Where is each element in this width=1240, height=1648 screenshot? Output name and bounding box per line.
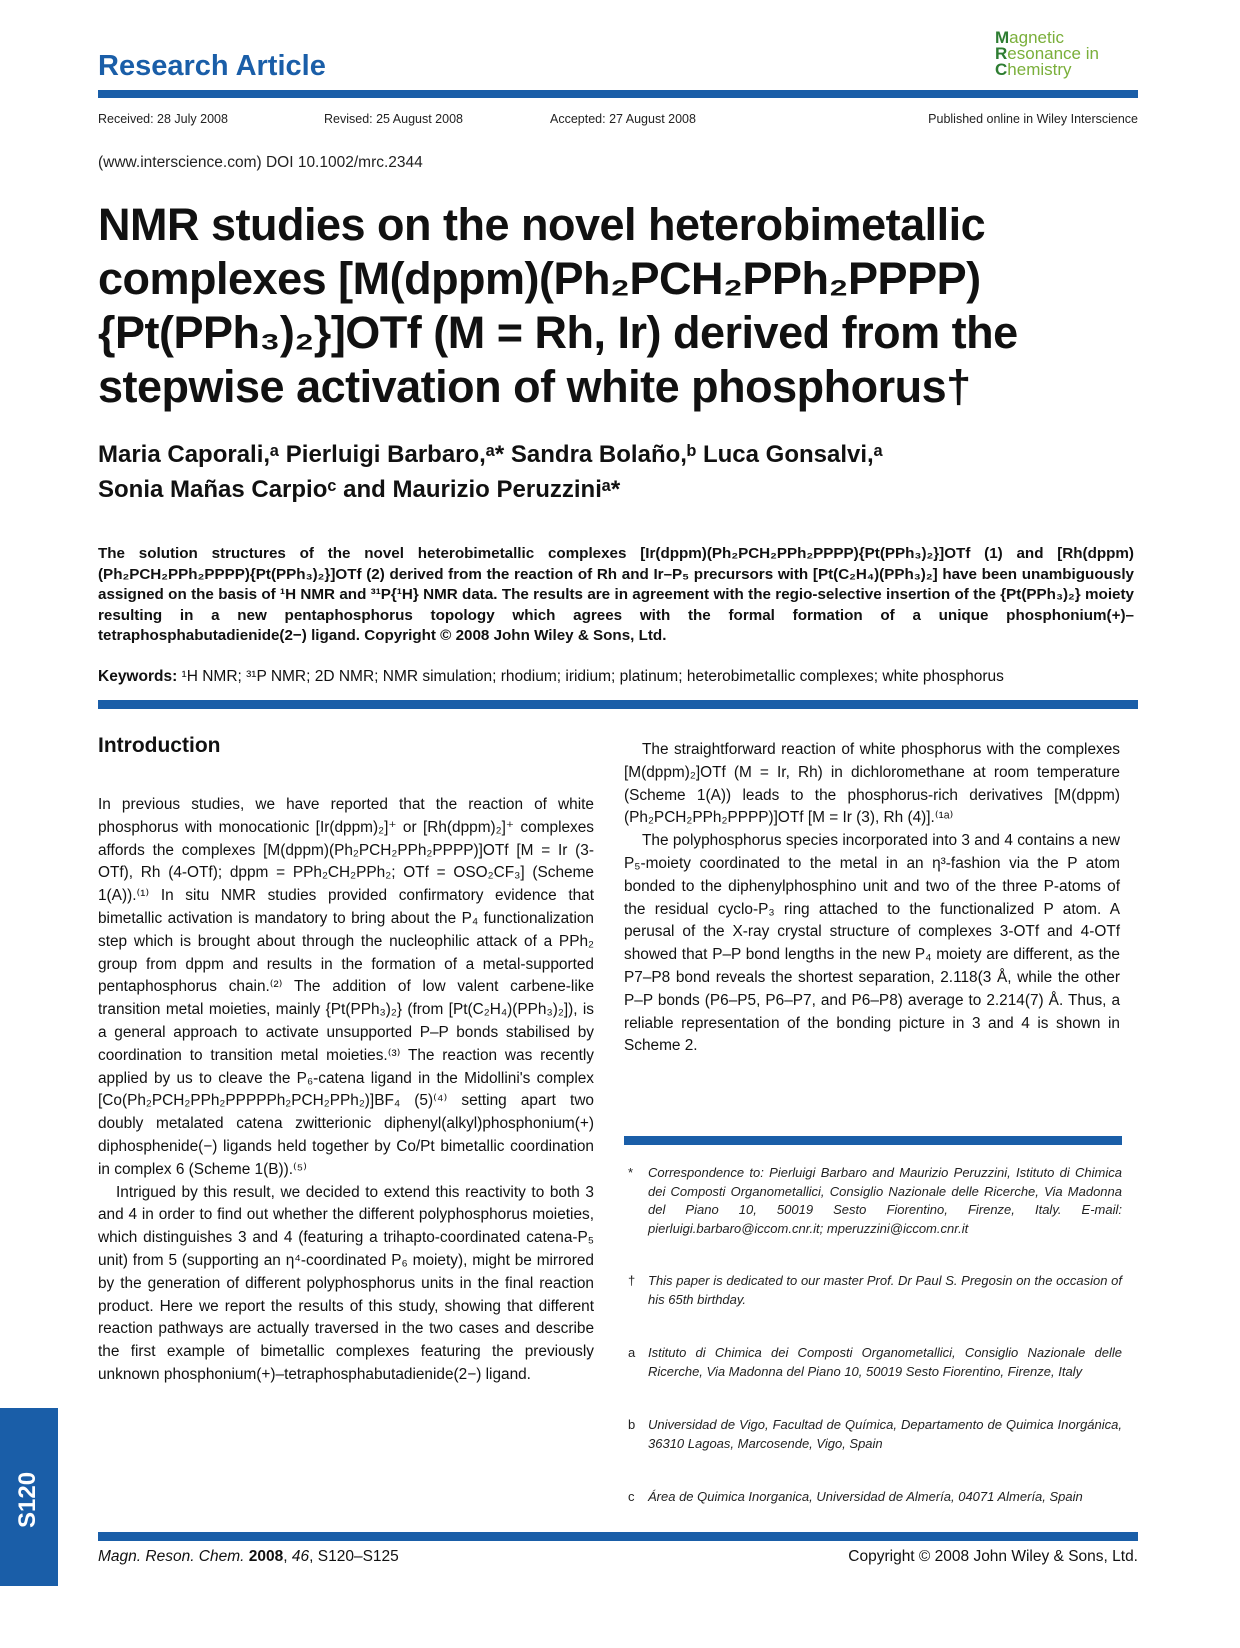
title-line-4: stepwise activation of white phosphorus†: [98, 361, 971, 412]
footnote-rule: [624, 1136, 1122, 1145]
header-rule: [98, 90, 1138, 98]
footer-pages: , S120–S125: [309, 1548, 399, 1565]
journal-logo-line-1: Magnetic: [995, 28, 1064, 47]
footer-year: 2008: [248, 1548, 284, 1565]
paragraph-3: The straightforward reaction of white phosphorus with the complexes [M(dppm)₂]OTf (M = Ir, Rh) in dichloromethane at room temperature (Scheme 1(A)) leads to the phosphorus-rich derivatives [M(dppm)(Ph₂PCH₂PPh₂PPPP)]OTf [M = Ir (3), Rh (4)].⁽¹ᵃ⁾: [624, 741, 1120, 827]
title-line-3: {Pt(PPh₃)₂}]OTf (M = Rh, Ir) derived from the: [98, 307, 1018, 358]
footnote-mark: a: [628, 1345, 636, 1360]
footer-volume: 46: [291, 1548, 310, 1565]
footer-copyright: Copyright © 2008 John Wiley & Sons, Ltd.: [848, 1548, 1138, 1565]
footnote-affiliation-a: [628, 1344, 1122, 1381]
abstract: The solution structures of the novel heterobimetallic complexes [Ir(dppm)(Ph₂PCH₂PPh₂PPPP){Pt(PPh₃)₂}]OTf (1) and [Rh(dppm)(Ph₂PCH₂PPh₂PPPP){Pt(PPh₃)₂}]OTf (2) derived from the reaction of Rh and Ir–P₅ precursors with [Pt(C₂H₄)(PPh₃)₂] have been unambiguously assigned on the basis of ¹H NMR and ³¹P{¹H} NMR data. The results are in agreement with the regio-selective insertion of the {Pt(PPh₃)₂} moiety resulting in a new pentaphosphorus topology which agrees with the formal formation of a unique phosphonium(+)–tetraphosphabutadienide(2−) ligand. Copyright © 2008 John Wiley & Sons, Ltd.: [98, 545, 1134, 644]
footnote-text: Istituto di Chimica dei Composti Organometallici, Consiglio Nazionale delle Ricerche, Via Madonna del Piano 10, 50019 Sesto Fiorentino, Firenze, Italy: [648, 1345, 1122, 1379]
footnote-text: Área de Quimica Inorganica, Universidad de Almería, 04071 Almería, Spain: [648, 1489, 1083, 1504]
author-line-2: Sonia Mañas Carpioᶜ and Maurizio Peruzziniᵃ*: [98, 476, 621, 503]
footnote-affiliation-b: [628, 1416, 1122, 1453]
body-column-right: [624, 739, 1120, 1058]
body-column-left: [98, 794, 594, 1387]
section-heading-introduction: Introduction: [98, 734, 221, 757]
footnote-text: Universidad de Vigo, Facultad de Química, Departamento de Quimica Inorgánica, 36310 Lagoas, Marcosende, Vigo, Spain: [648, 1417, 1122, 1451]
page-number: S120: [14, 1471, 41, 1529]
article-title: [98, 198, 1138, 414]
footnote-mark: c: [628, 1489, 635, 1504]
received-date: Received: 28 July 2008: [98, 112, 228, 126]
keywords-label: Keywords:: [98, 668, 178, 685]
title-line-2: complexes [M(dppm)(Ph₂PCH₂PPh₂PPPP): [98, 253, 981, 304]
keywords: [98, 668, 1138, 686]
journal-logo: [995, 30, 1099, 78]
footnote-mark: *: [628, 1165, 634, 1180]
paragraph-4: The polyphosphorus species incorporated into 3 and 4 contains a new P₅-moiety coordinated to the metal in an η³-fashion via the P atom bonded to the diphenylphosphino unit and two of the three P-atoms of the residual cyclo-P₃ ring attached to the functionalized P atom. A perusal of the X-ray crystal structure of complexes 3-OTf and 4-OTf showed that P–P bond lengths in the new P₄ moiety are different, as the P7–P8 bond reveals the shortest separation, 2.118(3 Å, while the other P–P bonds (P6–P5, P6–P7, and P6–P8) average to 2.214(7) Å. Thus, a reliable representation of the bonding picture in 3 and 4 is shown in Scheme 2.: [624, 832, 1120, 1055]
keywords-text: ¹H NMR; ³¹P NMR; 2D NMR; NMR simulation; rhodium; iridium; platinum; heterobimetallic complexes; white phosphorus: [177, 668, 1004, 685]
footnote-mark: †: [628, 1273, 636, 1288]
abstract-rule: [98, 700, 1138, 709]
footer-rule: [98, 1532, 1138, 1541]
title-line-1: NMR studies on the novel heterobimetallic: [98, 199, 986, 250]
accepted-date: Accepted: 27 August 2008: [550, 112, 696, 126]
doi-link[interactable]: (www.interscience.com) DOI 10.1002/mrc.2344: [98, 154, 423, 171]
footnote-text: Correspondence to: Pierluigi Barbaro and Maurizio Peruzzini, Istituto di Chimica dei Composti Organometallici, Consiglio Nazionale delle Ricerche, Via Madonna del Piano 10, 50019 Sesto Fiorentino, Firenze, Italy. E-mail: pierluigi.barbaro@iccom.cnr.it; mperuzzini@iccom.cnr.it: [648, 1165, 1122, 1236]
journal-logo-line-3: Chemistry: [995, 60, 1072, 79]
footnote-mark: b: [628, 1417, 636, 1432]
paragraph-2: Intrigued by this result, we decided to extend this reactivity to both 3 and 4 in order to find out whether the different polyphosphorus moieties, which distinguishes 3 and 4 (featuring a trihapto-coordinated catena-P₅ unit) from 5 (supporting an η⁴-coordinated P₆ moiety), might be mirrored by the generation of different polyphosphorus units in the final reaction product. Here we report the results of this study, showing that different reaction pathways are actually traversed in the two cases and describe the first example of bimetallic complexes featuring the previously unknown phosphonium(+)–tetraphosphabutadienide(2−) ligand.: [98, 1183, 594, 1383]
footnote-dedication: [628, 1272, 1122, 1309]
author-list: [98, 437, 1138, 507]
revised-date: Revised: 25 August 2008: [324, 112, 463, 126]
section-label: Research Article: [98, 50, 326, 82]
footnote-text: This paper is dedicated to our master Prof. Dr Paul S. Pregosin on the occasion of his 65th birthday.: [648, 1273, 1122, 1307]
footer-citation: Magn. Reson. Chem. 2008, 46, S120–S125: [98, 1548, 399, 1565]
author-line-1: Maria Caporali,ᵃ Pierluigi Barbaro,ᵃ* Sandra Bolaño,ᵇ Luca Gonsalvi,ᵃ: [98, 441, 883, 468]
paragraph-1: In previous studies, we have reported that the reaction of white phosphorus with monocationic [Ir(dppm)₂]⁺ or [Rh(dppm)₂]⁺ complexes affords the complexes [M(dppm)(Ph₂PCH₂PPh₂PPPP)]OTf [M = Ir (3-OTf), Rh (4-OTf); dppm = PPh₂CH₂PPh₂; OTf = OSO₂CF₃] (Scheme 1(A)).⁽¹⁾ In situ NMR studies provided confirmatory evidence that bimetallic activation is mandatory to bring about the P₄ functionalization step which is brought about through the nucleophilic attack of a PPh₂ group from dppm and results in the formation of a metal-supported pentaphosphorus chain.⁽²⁾ The addition of low valent carbene-like transition metal moieties, mainly {Pt(PPh₃)₂} (from [Pt(C₂H₄)(PPh₃)₂]), is a general approach to activate unsupported P–P bonds stabilised by coordination to transition metal moieties.⁽³⁾ The reaction was recently applied by us to cleave the P₆-catena ligand in the Midollini's complex [Co(Ph₂PCH₂PPh₂PPPPPh₂PCH₂PPh₂)]BF₄ (5)⁽⁴⁾ setting apart two doubly metalated catena zwitterionic diphenyl(alkyl)phosphonium(+) diphosphenide(−) ligands held together by Co/Pt bimetallic coordination in complex 6 (Scheme 1(B)).⁽⁵⁾: [98, 796, 594, 1178]
footnote-affiliation-c: [628, 1488, 1122, 1507]
footnote-correspondence: [628, 1164, 1122, 1238]
footer-journal: Magn. Reson. Chem.: [98, 1548, 245, 1565]
published-note: Published online in Wiley Interscience: [928, 112, 1138, 126]
journal-logo-line-2: Resonance in: [995, 44, 1099, 63]
